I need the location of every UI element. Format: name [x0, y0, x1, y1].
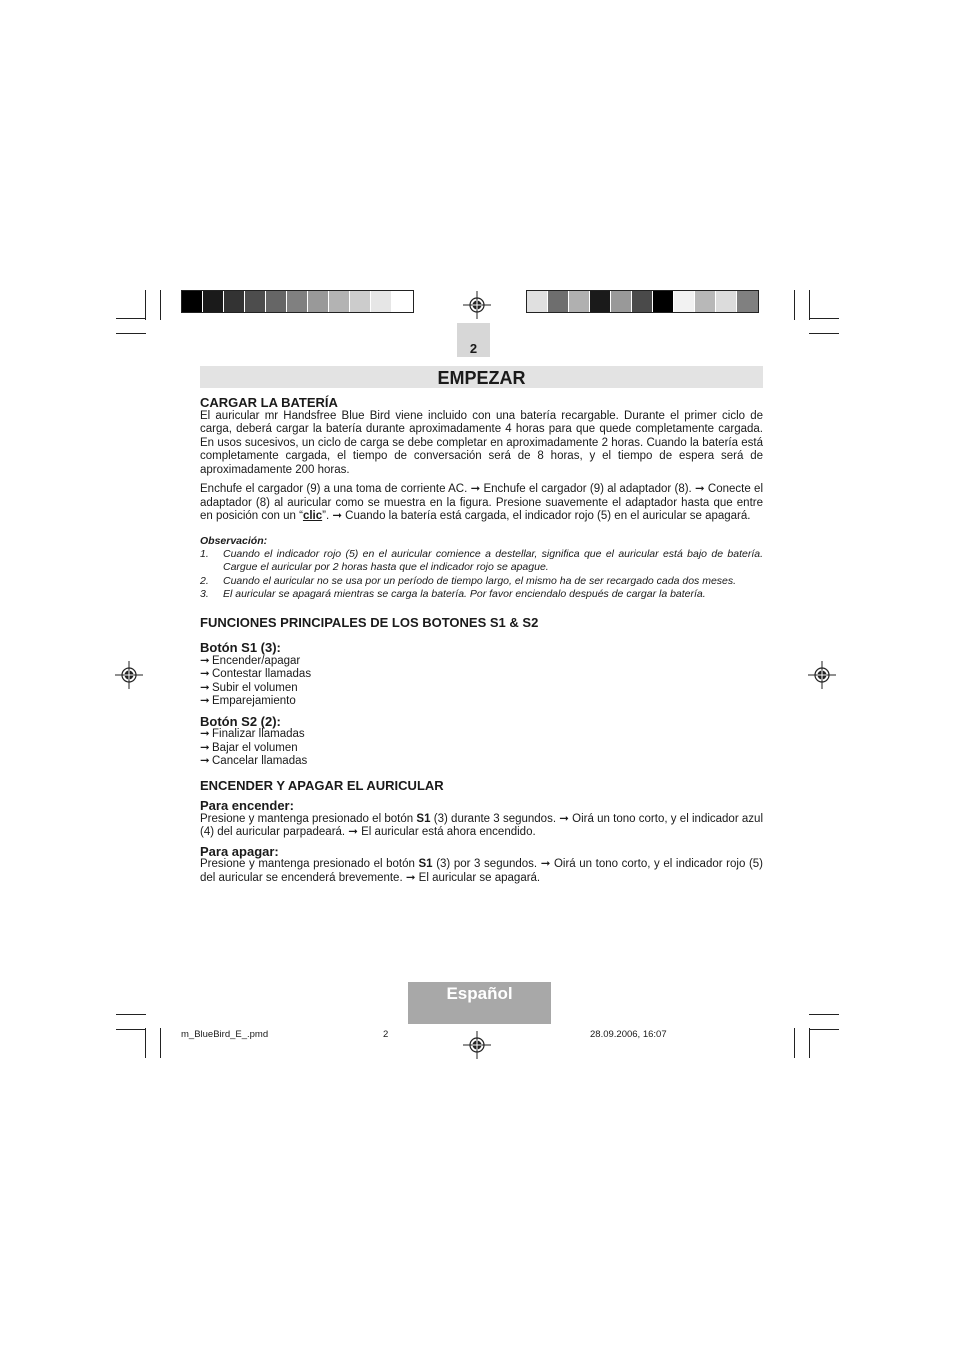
- power-off-title: Para apagar:: [200, 843, 279, 859]
- list-item-label: Bajar el volumen: [212, 741, 298, 754]
- color-swatch: [308, 291, 329, 312]
- page-number: 2: [469, 341, 478, 356]
- charging-paragraph: El auricular mr Handsfree Blue Bird viene incluido con una batería recargable. Durante el primer ciclo de carga, deberá cargar la batería durante aproximadamente 4 horas para que quede completamente cargada. En usos sucesivos, un ciclo de carga se debe completar en aproximadamente 2 horas. Cuando la batería está completamente cargada, el tiempo de conversación será de 8 horas, y el tiempo de espera será de aproximadamente 200 horas.: [200, 409, 763, 476]
- list-item-label: Contestar llamadas: [212, 668, 312, 681]
- crop-mark: [116, 1029, 146, 1030]
- clic-emphasis: clic: [302, 510, 323, 522]
- color-swatch: [329, 291, 350, 312]
- color-swatch: [590, 291, 611, 312]
- crop-mark: [116, 318, 146, 319]
- color-control-bar: [526, 290, 759, 313]
- arrow-icon: ➞: [200, 741, 210, 754]
- note-number: 2.: [200, 574, 209, 587]
- power-off-paragraph: [200, 858, 763, 885]
- power-on-text: Presione y mantenga presionado el botón: [200, 812, 417, 825]
- crop-mark: [145, 1028, 146, 1058]
- registration-mark-icon: [463, 291, 491, 319]
- list-item: [200, 695, 763, 709]
- note-number: 1.: [200, 548, 209, 560]
- list-item: [200, 575, 763, 588]
- crop-mark: [809, 1029, 839, 1030]
- power-off-text: Presione y mantenga presionado el botón: [200, 858, 419, 871]
- color-swatch: [569, 291, 590, 312]
- color-swatch: [371, 291, 392, 312]
- crop-mark: [809, 1028, 810, 1058]
- arrow-icon: ➞: [200, 654, 210, 667]
- power-on-paragraph: [200, 813, 763, 840]
- crop-mark: [794, 290, 795, 320]
- color-swatch: [737, 291, 758, 312]
- grayscale-color-bar: [181, 290, 414, 313]
- crop-mark: [160, 290, 161, 320]
- arrow-icon: ➞: [200, 681, 210, 694]
- arrow-icon: ➞: [200, 728, 210, 741]
- crop-mark: [116, 333, 146, 334]
- button-s2-title: Botón S2 (2):: [200, 713, 281, 729]
- color-swatch: [632, 291, 653, 312]
- language-tab: Español: [408, 982, 551, 1024]
- list-item: [200, 548, 763, 575]
- list-item: [200, 655, 763, 669]
- list-item-label: Subir el volumen: [212, 681, 298, 694]
- color-swatch: [287, 291, 308, 312]
- note-text: El auricular se apagará mientras se carga la batería. Por favor enciendalo después de cargar la batería.: [223, 588, 706, 601]
- list-item-label: Cancelar llamadas: [212, 755, 308, 768]
- list-item: [200, 755, 763, 769]
- power-off-text-end: (3) por 3 segundos. ➞ Oirá un tono corto, y el indicador rojo (5) del auricular se encenderá brevemente. ➞ El auricular se apagará.: [200, 858, 763, 884]
- observation-title: Observación:: [200, 534, 268, 547]
- crop-mark: [809, 318, 839, 319]
- crop-mark: [809, 333, 839, 334]
- arrow-icon: ➞: [200, 695, 210, 708]
- footer-date: 28.09.2006, 16:07: [590, 1029, 667, 1040]
- section-title: EMPEZAR: [200, 366, 763, 388]
- color-swatch: [695, 291, 716, 312]
- observation-list: [200, 548, 763, 602]
- color-swatch: [266, 291, 287, 312]
- list-item-label: Finalizar llamadas: [212, 728, 305, 741]
- button-s2-list: [200, 728, 763, 769]
- crop-mark: [116, 1014, 146, 1015]
- registration-mark-icon: [463, 1031, 491, 1059]
- arrow-icon: ➞: [200, 755, 210, 768]
- button-s1-list: [200, 655, 763, 709]
- footer-page: 2: [383, 1029, 389, 1040]
- crop-mark: [809, 1014, 839, 1015]
- note-text: Cuando el indicador rojo (5) en el auricular comience a destellar, significa que el auricular está bajo de batería. Cargue el auricular por 2 horas hasta que el indicador rojo se apague.: [223, 548, 763, 574]
- list-item: [200, 668, 763, 682]
- power-on-title: Para encender:: [200, 798, 294, 814]
- color-swatch: [182, 291, 203, 312]
- charging-steps-text: Enchufe el cargador (9) a una toma de corriente AC. ➞ Enchufe el cargador (9) al adaptador (8). ➞ Conecte el adaptador (8) al auricular como se muestra en la figura. Presione suavemente el adaptador hasta que entre en posición con un “: [200, 483, 763, 522]
- heading-charging: CARGAR LA BATERÍA: [200, 395, 338, 410]
- color-swatch: [548, 291, 569, 312]
- color-swatch: [674, 291, 695, 312]
- list-item-label: Emparejamiento: [212, 695, 296, 708]
- color-swatch: [392, 291, 413, 312]
- list-item-label: Encender/apagar: [212, 654, 301, 667]
- page-number-tab: [457, 323, 490, 357]
- arrow-icon: ➞: [200, 668, 210, 681]
- color-swatch: [716, 291, 737, 312]
- list-item: [200, 682, 763, 696]
- note-number: 3.: [200, 588, 209, 601]
- main-content: [200, 396, 763, 885]
- footer-filename: m_BlueBird_E_.pmd: [181, 1029, 269, 1040]
- color-swatch: [224, 291, 245, 312]
- crop-mark: [794, 1028, 795, 1058]
- color-swatch: [245, 291, 266, 312]
- registration-mark-icon: [808, 661, 836, 689]
- crop-mark: [145, 290, 146, 320]
- s1-emphasis: S1: [418, 858, 433, 871]
- heading-buttons: FUNCIONES PRINCIPALES DE LOS BOTONES S1 & S2: [200, 614, 539, 630]
- button-s1-title: Botón S1 (3):: [200, 640, 281, 656]
- note-text: Cuando el auricular no se usa por un período de tiempo largo, el mismo ha de ser recargado cada dos meses.: [223, 574, 737, 587]
- heading-power: ENCENDER Y APAGAR EL AURICULAR: [200, 777, 444, 793]
- crop-mark: [160, 1028, 161, 1058]
- color-swatch: [350, 291, 371, 312]
- power-on-text-end: (3) durante 3 segundos. ➞ Oirá un tono corto, y el indicador azul (4) del auricular parpadeará. ➞ El auricular está ahora encendido.: [200, 812, 764, 839]
- s1-emphasis: S1: [416, 812, 431, 825]
- charging-steps-paragraph: [200, 483, 763, 524]
- list-item: [200, 588, 763, 601]
- registration-mark-icon: [115, 661, 143, 689]
- charging-steps-text-end: ”. ➞ Cuando la batería está cargada, el indicador rojo (5) en el auricular se apagará.: [322, 510, 751, 522]
- list-item: [200, 742, 763, 756]
- crop-mark: [809, 290, 810, 320]
- color-swatch: [611, 291, 632, 312]
- color-swatch: [203, 291, 224, 312]
- list-item: [200, 728, 763, 742]
- color-swatch: [527, 291, 548, 312]
- color-swatch: [653, 291, 674, 312]
